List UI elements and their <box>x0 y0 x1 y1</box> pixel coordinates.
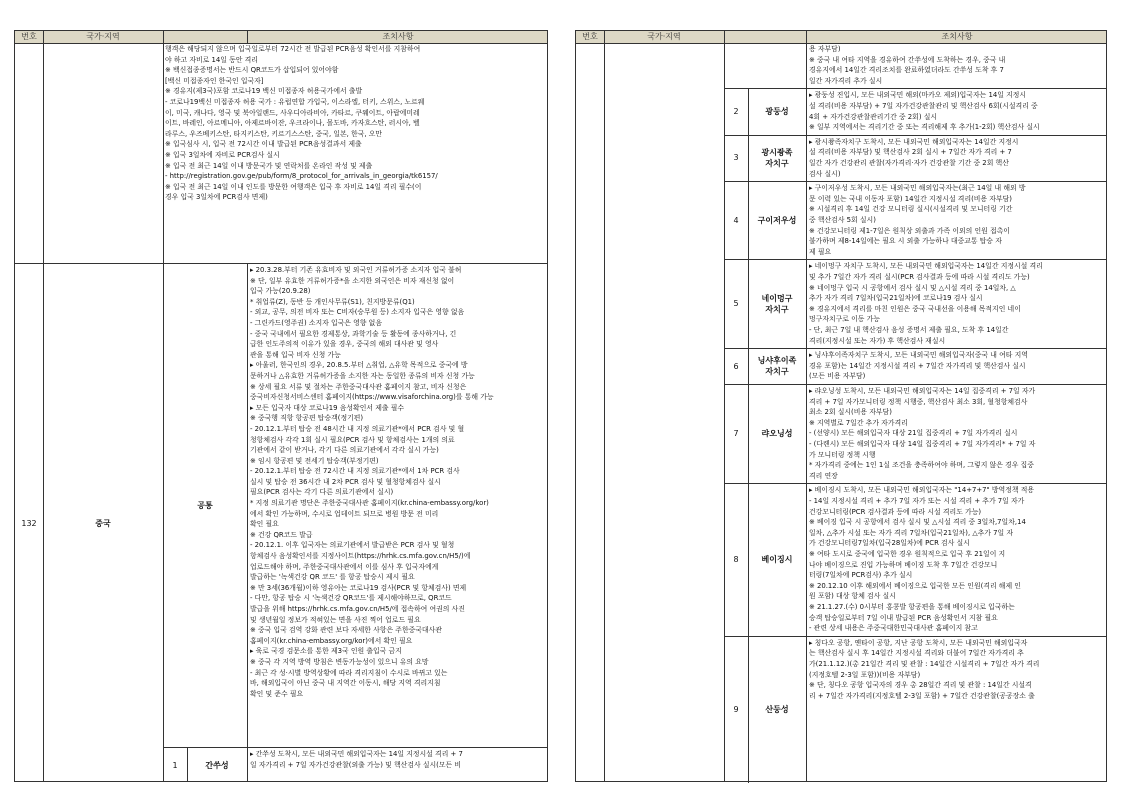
province-line: 가 모니터링 정책 시행 <box>809 450 876 459</box>
china-common-line: ▸ 20.3.28.부터 기존 유효비자 및 외국인 거류허가증 소지자 입국 불허 <box>250 266 462 274</box>
georgia-line: [백신 미접종자인 한국인 입국자] <box>165 76 264 85</box>
province-line: 최소 2회 실시(비용 자부담) <box>809 408 892 417</box>
province-line: ※ 경유지에서 격리를 마친 인원은 중국 국내선을 이용해 목적지인 네이 <box>809 304 1021 313</box>
sub-row-number: 3 <box>733 153 739 163</box>
province-line: ※ 시설격리 후 14일 건강 모니터링 실시(시설격리 및 모니터링 기간 <box>809 205 1013 214</box>
col-divider <box>748 384 749 483</box>
gansu-line: ▸ 간쑤성 도착시, 모든 내외국민 해외입국자는 14일 지정시설 격리 + 7 <box>250 750 463 758</box>
province-line: * 자가격리 중에는 1인 1실 조건을 충족하여야 하며, 그렇지 않은 경우 집중 <box>809 461 1034 470</box>
sub-row-number: 6 <box>733 361 739 371</box>
province-line: 일차, △추가 시설 또는 자가 격리 7일차(입국21일차), △추가 7일 자 <box>809 528 1014 537</box>
province-line: 추가 자가 격리 7일차(입국21일차)에 코로나19 검사 실시 <box>809 294 983 303</box>
georgia-line: 라루스, 우즈베키스탄, 타지키스탄, 키르기스스탄, 중국, 일본, 한국, 오만 <box>165 129 383 138</box>
china-common-line: 및 생년월일 정보가 적혀있는 면을 사진 찍어 업로드 필요 <box>250 615 421 624</box>
right-table <box>575 30 1107 782</box>
georgia-line: 이트, 바레인, 아르메니아, 아제르바이잔, 우크라이나, 몰도바, 카자흐스탄, 러시아, 벨 <box>165 119 420 128</box>
province-line: ▸ 랴오닝성 도착시, 모든 내외국민 해외입국자는 14일 집중격리 + 7일 자가 <box>809 387 1036 395</box>
province-line: 나야 베이징으로 진입 가능하며 베이징 도착 후 7일간 건강모니 <box>809 560 998 569</box>
province-line: (모든 비용 자부담) <box>809 372 866 381</box>
georgia-line: ※ 입국심사 시, 입국 전 72시간 이내 발급된 PCR음성결과서 제출 <box>165 140 362 149</box>
province-line: ※ 베이징 입국 시 공항에서 검사 실시 및 △시설 격리 중 3일차,7일차,14 <box>809 518 1026 527</box>
province-line: ※ 네이멍구 입국 시 공항에서 검사 실시 및 △시설 격리 중 14일차, △ <box>809 283 1016 292</box>
gansu-cont-line: 용 자부담) <box>809 45 841 53</box>
china-common-line: ▸ 모든 입국자 대상 코로나19 음성확인서 제출 필수 <box>250 403 405 412</box>
china-common-line: 에서 확인 가능하며, 수시로 업데이트 되므로 병원 방문 전 미리 <box>250 509 439 518</box>
header-no: 번호 <box>582 32 598 41</box>
province-name: 간쑤성 <box>205 760 229 770</box>
province-line: 원 포함) 대상 항체 검사 실시 <box>809 592 896 601</box>
row-number: 132 <box>21 518 37 528</box>
china-common-line: 발급하는 '녹색건강 QR 코드' 를 항공 탑승시 제시 필요 <box>250 573 415 582</box>
province-line: ※ 일부 지역에서는 격리기간 중 또는 격리해제 후 추가(1-2회) 핵산검사 실시 <box>809 123 1040 132</box>
china-common-line: - 20.12.1.부터 탑승 전 48시간 내 지정 의료기관*에서 PCR 검사 및 혈 <box>250 424 465 433</box>
province-measures <box>809 386 1035 481</box>
china-common-line: ▸ 육로 국경 검문소를 통한 제3국 인원 출입국 금지 <box>250 647 402 656</box>
province-measures <box>809 638 1039 702</box>
province-line: 가 건강모니터링7일차(입국28일차)에 PCR 검사 실시 <box>809 539 970 548</box>
gansu-cont-line: 경유지에서 14일간 격리조치를 완료하였더라도 간쑤성 도착 후 7 <box>809 66 1004 75</box>
header-measures: 조치사항 <box>941 32 973 41</box>
province-name: 베이징시 <box>761 555 793 565</box>
sub-row-number: 2 <box>733 107 739 117</box>
province-line: 는 핵산검사 실시 후 14일간 지정시설 격리와 더불어 7일간 자가격리 추 <box>809 649 1024 658</box>
col-divider <box>163 31 164 43</box>
col-divider <box>247 263 248 781</box>
common-label: 공통 <box>197 500 213 510</box>
china-common-line: - 그린카드(영주권) 소지자 입국은 영향 없음 <box>250 318 382 327</box>
right-table-header <box>576 31 1106 44</box>
province-name: 광시좡족 자치구 <box>761 147 793 168</box>
province-line: - 관련 상세 내용은 주중국대한민국대사관 홈페이지 참고 <box>809 624 978 633</box>
province-name: 랴오닝성 <box>761 429 793 439</box>
province-line: ▸ 닝샤후이족자치구 도착시, 모든 내외국민 해외입국자(중국 내 여타 지역 <box>809 351 1028 360</box>
province-name: 광둥성 <box>765 107 789 117</box>
province-name: 구이저우성 <box>757 215 797 225</box>
georgia-continued-text <box>165 44 438 203</box>
province-measures <box>809 90 1040 132</box>
georgia-line: 이, 미국, 캐나다, 영국 및 북아일랜드, 사우디아라비아, 카타르, 쿠웨이트, 아랍에미레 <box>165 108 420 117</box>
gansu-line: 일 자가격리 + 7일 자가건강관찰(외출 가능) 및 핵산검사 실시(모든 비 <box>250 760 461 769</box>
province-line: ▸ 광둥성 진입시, 모든 내외국민 해외(마카오 제외)입국자는 14일 지정시 <box>809 91 1027 100</box>
col-divider <box>43 31 44 43</box>
china-common-line: 문하거나 △유효한 거류허가증을 소지한 자는 동일한 종류의 비자 신청 가능 <box>250 371 475 380</box>
georgia-line: ※ 입국 3일차에 자비로 PCR검사 실시 <box>165 150 280 159</box>
gansu-text <box>250 749 463 770</box>
sub-row-number: 5 <box>733 299 739 309</box>
header-country: 국가·지역 <box>647 32 681 41</box>
col-divider <box>247 31 248 43</box>
china-common-line: 관을 통해 입국 비자 신청 가능 <box>250 350 341 359</box>
col-divider <box>748 135 749 181</box>
province-line: 리 + 7일간 자가격리(지정호텔 2-3일 포함) + 7일간 건강관찰(공공장소 출 <box>809 691 1035 700</box>
left-table-header <box>15 31 547 44</box>
col-divider <box>748 181 749 259</box>
left-table <box>14 30 548 782</box>
sub-row-number: 9 <box>733 704 739 714</box>
province-name: 산둥성 <box>765 704 789 714</box>
china-common-line: 입국 가능(20.9.28) <box>250 287 311 296</box>
province-name: 네이멍구 자치구 <box>761 293 793 314</box>
province-line: ※ 지역별로 7일간 추가 자가격리 <box>809 418 908 427</box>
georgia-line: ※ 백신접종증명서는 반드시 QR코드가 삽입되어 있어야함 <box>165 66 339 75</box>
china-common-line: 중국비자신청서비스센터 홈페이지(https://www.visaforchina.org)를 통해 가능 <box>250 393 494 402</box>
china-common-line: 급한 인도주의적 이유가 있을 경우, 중국의 해외 대사관 및 영사 <box>250 340 439 349</box>
china-common-line: 실시 및 탑승 전 36시간 내 2차 PCR 검사 및 혈청항체검사 실시 <box>250 477 441 486</box>
col-divider <box>724 31 725 43</box>
province-line: 격리(지정시설 또는 자가) 후 핵산검사 재실시 <box>809 336 946 345</box>
province-line: ▸ 광시좡족자치구 도착시, 모든 내외국민 해외입국자는 14일간 지정시 <box>809 137 1019 146</box>
china-common-line: ※ 만 3세(36개월)이하 영유아는 코로나19 검사(PCR 및 항체검사) 면제 <box>250 583 467 592</box>
gansu-cont-line: ※ 중국 내 여타 지역을 경유하여 간쑤성에 도착하는 경우, 중국 내 <box>809 55 1006 64</box>
col-divider <box>748 636 749 783</box>
province-line: ▸ 구이저우성 도착시, 모든 내외국민 해외입국자는(최근 14일 내 해외 방 <box>809 184 1026 193</box>
col-divider <box>748 483 749 635</box>
georgia-line: ※ 경유지(제3국)포함 코로나19 백신 미접종자 허용국가에서 출발 <box>165 87 363 96</box>
province-line: - 단, 최근 7일 내 핵산검사 음성 증명서 제출 필요, 도착 후 14일간 <box>809 325 1009 334</box>
col-divider <box>748 88 749 134</box>
province-line: 중 핵산검사 5회 실시) <box>809 215 876 224</box>
china-common-line: * 취업류(Z), 동반 등 개인사무류(S1), 친지방문류(Q1) <box>250 297 415 306</box>
georgia-line: - 코로나19백신 미접종자 허용 국가 : 유럽연합 가입국, 이스라엘, 터키, 스위스, 노르웨 <box>165 97 425 106</box>
province-line: ※ 단, 칭다오 공항 입국자의 경우 총 28일간 격리 및 관찰 : 14일간 시설격 <box>809 681 1032 690</box>
province-line: 멍구자치구로 이동 가능 <box>809 315 880 324</box>
china-common-line: - 다만, 항공 탑승 시 '녹색건강 QR코드'를 제시해야하므로, QR코드 <box>250 594 452 603</box>
province-line: - (다롄시) 모든 해외입국자 대상 14일 집중격리 + 7일 자가격리* + 7일 자 <box>809 439 1036 448</box>
province-line: 건강모니터링(PCR 검사결과 등에 따라 시설 격리도 가능) <box>809 507 982 516</box>
china-common-line: 홈페이지(kr.china-embassy.org/kor)에서 확인 필요 <box>250 636 413 645</box>
province-line: 불가하며 제8-14일에는 필요 시 외출 가능하나 대중교통 탑승 자 <box>809 237 1002 246</box>
georgia-line: 야 하고 자비로 14일 동안 격리 <box>165 55 258 64</box>
china-common-line: - 외교, 공무, 의전 비자 또는 C비자(승무원 등) 소지자 입국은 영향 없음 <box>250 308 465 317</box>
georgia-line: ※ 입국 전 최근 14일 이내 방문국가 및 연락처를 온라인 작성 및 제출 <box>165 161 373 170</box>
china-common-line: 필요(PCR 검사는 각기 다른 의료기관에서 실시) <box>250 488 394 497</box>
province-line: 경유 포함)는 14일간 지정시설 격리 + 7일간 자가격리 및 핵산검사 실시 <box>809 361 1026 370</box>
right-page <box>561 0 1121 793</box>
georgia-line: ※ 입국 전 최근 14일 이내 인도를 방문한 여행객은 입국 후 자비로 14일 격리 필수(이 <box>165 182 422 191</box>
georgia-line: 경우 입국 3일차에 PCR검사 면제) <box>165 193 268 202</box>
province-line: 격리 + 7일 자가모니터링 정책 시행중, 핵산검사 최소 3회, 혈청항체검사 <box>809 397 1028 406</box>
province-line: ※ 건강모니터링 제1-7일은 원칙상 외출과 가족 이외의 인원 접촉이 <box>809 226 1010 235</box>
sub-row-number: 7 <box>733 429 739 439</box>
col-divider <box>604 31 605 43</box>
province-line: 4회 + 자가건강관찰관리기간 중 2회) 실시 <box>809 112 938 121</box>
china-common-line: ※ 건강 QR코드 발급 <box>250 530 313 539</box>
china-common-line: 발급을 위해 https://hrhk.cs.mfa.gov.cn/H5/에 접속하여 여권의 사진 <box>250 605 465 613</box>
china-common-line: 바, 해외입국이 아닌 중국 내 지역간 이동시, 해당 지역 격리지침 <box>250 679 441 688</box>
province-measures <box>809 261 1043 346</box>
province-line: ▸ 칭다오 공항, 옌타이 공항, 지난 공항 도착시, 모든 내외국민 해외입국자 <box>809 638 1028 647</box>
china-common-line: ※ 중국 각 지역 방역 방침은 변동가능성이 있으니 유의 요망 <box>250 657 429 666</box>
province-line: (지정호텔 2-3일 포함))(비용 자부담) <box>809 670 921 679</box>
province-line: ▸ 네이멍구 자치구 도착시, 모든 내외국민 해외입국자는 14일간 지정시설 격리 <box>809 262 1043 271</box>
province-measures <box>809 183 1026 257</box>
china-common-line: 확인 필요 <box>250 520 279 529</box>
china-common-line: ※ 상세 필요 서류 및 절차는 주한중국대사관 홈페이지 참고, 비자 신청은 <box>250 382 467 391</box>
province-line: 및 추가 7일간 자가 격리 실시(PCR 검사결과 등에 따라 시설 격리도 가능) <box>809 272 1030 281</box>
province-line: ※ 20.12.10 이후 해외에서 베이징으로 입국한 모든 인원(격리 해제 인 <box>809 581 1021 590</box>
col-divider <box>748 348 749 384</box>
province-measures <box>809 350 1028 382</box>
china-common-line: ※ 중국 입국 검역 강화 관련 보다 자세한 사항은 주한중국대사관 <box>250 626 442 635</box>
province-line: 설 격리(비용 자부담) + 7일 자가건강관찰관리 및 핵산검사 6회(시설격리 중 <box>809 101 1038 110</box>
china-common-line: ▸ 아울러, 한국인의 경우, 20.8.5.부터 △취업, △유학 목적으로 중국에 방 <box>250 361 468 370</box>
china-common-line: - 중국 국내에서 필요한 경제통상, 과학기술 등 활동에 종사하거나, 긴 <box>250 329 457 338</box>
china-common-line: - 최근 각 성·시별 방역상황에 따라 격리지침이 수시로 바뀌고 있는 <box>250 668 448 677</box>
col-divider <box>604 43 605 781</box>
province-name: 닝샤후이족 자치구 <box>757 356 797 377</box>
province-line: ※ 21.1.27.(수) 0시부터 홍콩발 항공편을 통해 베이징시로 입국하는 <box>809 602 1015 611</box>
china-common-line: ※ 임시 항공편 및 전세기 탑승객(부정기편) <box>250 456 379 465</box>
china-common-line: - 20.12.1. 이후 입국자는 의료기관에서 발급받은 PCR 검사 및 혈청 <box>250 541 455 550</box>
sub-row-number: 1 <box>172 760 178 770</box>
province-line: 가(21.1.12.)(총 21일간 격리 및 관찰 : 14일간 시설격리 + 7일간 자가 격리 <box>809 659 1040 668</box>
china-common-line: - 20.12.1.부터 탑승 전 72시간 내 지정 의료기관*에서 1차 PCR 검사 <box>250 467 460 476</box>
china-common-line: 청항체검사 각각 1회 실시 필요(PCR 검사 및 항체검사는 1개의 의료 <box>250 435 455 444</box>
china-common-line: * 지정 의료기관 명단은 주한중국대사관 홈페이지(kr.china-embassy.org/kor) <box>250 499 489 508</box>
sub-row-number: 4 <box>733 215 739 225</box>
province-line: ※ 여타 도시로 중국에 입국한 경우 원칙적으로 입국 후 21일이 지 <box>809 549 1006 558</box>
georgia-line: 행객은 해당되지 않으며 입국일로부터 72시간 전 발급된 PCR음성 확인서를 지참하여 <box>165 45 421 53</box>
header-no: 번호 <box>21 32 37 41</box>
province-line: ▸ 베이징시 도착시, 모든 내외국민 해외입국자는 "14+7+7" 방역정책 적용 <box>809 486 1035 495</box>
china-common-line: 확인 및 준수 필요 <box>250 689 304 698</box>
province-measures <box>809 485 1034 633</box>
country-name: 중국 <box>95 518 111 528</box>
province-line: 일간 자가 건강관리 관찰(자가격리·자가 건강관찰 기간 중 2회 핵산 <box>809 158 1009 167</box>
province-measures <box>809 137 1018 179</box>
gansu-cont-line: 일간 자가격리 추가 실시 <box>809 76 883 85</box>
province-line: 검사 실시) <box>809 169 841 178</box>
province-line: 문 이력 있는 국내 이동자 포함) 14일간 지정시설 격리(비용 자부담) <box>809 194 1012 203</box>
china-common-line: 업로드해야 하며, 주한중국대사관에서 이를 심사 후 입국자에게 <box>250 562 439 571</box>
header-measures: 조치사항 <box>382 32 414 41</box>
col-divider <box>806 31 807 43</box>
province-line: 터링(7일차에 PCR검사) 추가 실시 <box>809 571 913 580</box>
china-common-line: 기관에서 같이 받거나, 각기 다른 의료기관에서 각각 실시 가능) <box>250 446 439 455</box>
province-line: 제 필요 <box>809 247 832 256</box>
col-divider <box>806 43 807 781</box>
sub-row-number: 8 <box>733 555 739 565</box>
china-common-line: ※ 단, 일부 유효한 거류허가증*을 소지한 외국인은 비자 재신청 없이 <box>250 276 455 285</box>
province-line: 설 격리(비용 자부담) 및 핵산검사 2회 실시 + 7일간 자가 격리 + 7 <box>809 148 1012 157</box>
georgia-line: - http://registration.gov.ge/pub/form/8_protocol_for_arrivals_in_georgia/tk6157/ <box>165 172 438 181</box>
china-common-line: 항체검사 음성확인서를 지정사이트(https://hrhk.cs.mfa.gov.cn/H5/)에 <box>250 552 471 561</box>
col-divider <box>748 259 749 348</box>
province-line: 격리 연장 <box>809 471 838 480</box>
province-line: - 14일 지정시설 격리 + 추가 7일 자가 또는 시설 격리 + 추가 7일 자가 <box>809 496 1025 505</box>
china-common-text <box>250 265 494 699</box>
province-line: - (선양시) 모든 해외입국자 대상 21일 집중격리 + 7일 자가격리 실시 <box>809 429 1018 438</box>
gansu-continued-text <box>809 44 1005 86</box>
header-country: 국가·지역 <box>86 32 120 41</box>
china-common-line: ※ 중국행 직항 항공편 탑승객(정기편) <box>250 414 364 423</box>
province-line: 승객 탑승일로부터 7일 이내 발급된 PCR 음성확인서 지참 필요 <box>809 613 998 622</box>
